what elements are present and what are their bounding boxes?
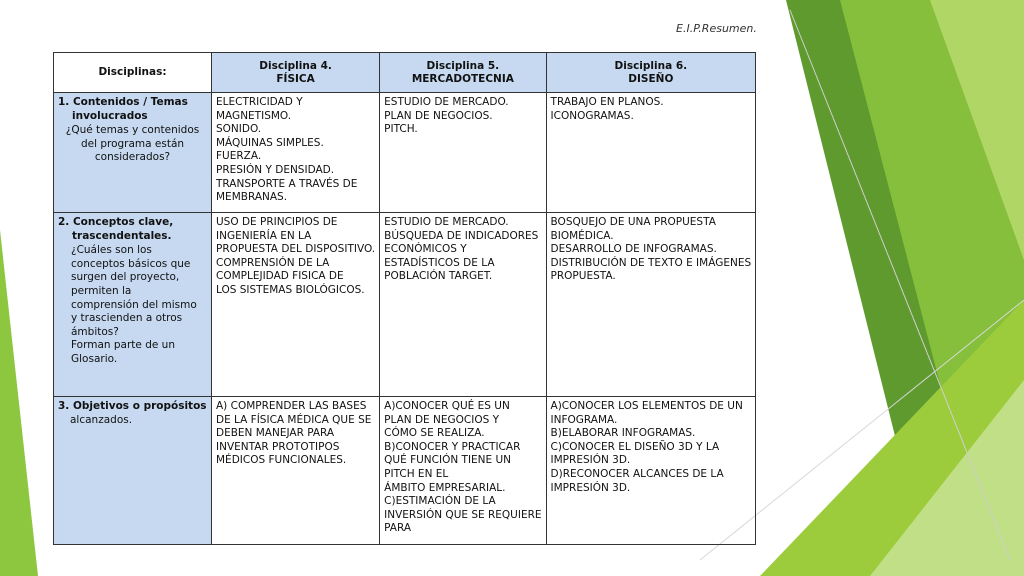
cell-line: LOS SISTEMAS BIOLÓGICOS. [216, 283, 365, 296]
column-header-line2: FÍSICA [276, 72, 315, 85]
cell-line: MAGNETISMO. [216, 109, 292, 122]
cell-line: BOSQUEJO DE UNA PROPUESTA [550, 216, 716, 228]
cell-line: MEMBRANAS. [216, 191, 288, 204]
row-header-contenidos [54, 93, 212, 213]
row-title-line1: 3. Objetivos o propósitos [58, 400, 207, 412]
row-desc-line: ámbitos? [71, 325, 119, 338]
cell-line: ESTUDIO DE MERCADO. [384, 216, 509, 228]
row-desc-line: comprensión del mismo [71, 298, 197, 311]
cell-objetivos-mercadotecnia [380, 397, 546, 545]
cell-conceptos-mercadotecnia [380, 213, 546, 397]
cell-line: INGENIERÍA EN LA [216, 229, 312, 242]
row-desc-line: del programa están [80, 137, 185, 150]
cell-line: USO DE PRINCIPIOS DE [216, 216, 338, 228]
row-desc-line: ¿Cuáles son los [71, 244, 152, 257]
cell-line: CÓMO SE REALIZA. [384, 427, 485, 440]
cell-line: BÚSQUEDA DE INDICADORES [384, 229, 539, 242]
cell-line: PARA [384, 522, 412, 535]
cell-objetivos-fisica [212, 397, 380, 545]
row-desc-line: conceptos básicos que [71, 257, 191, 270]
cell-line: C)ESTIMACIÓN DE LA [384, 495, 496, 508]
cell-line: B)CONOCER Y PRACTICAR [384, 440, 521, 453]
row-title-line1: 1. Contenidos / Temas [58, 96, 188, 108]
cell-line: MÁQUINAS SIMPLES. [216, 136, 324, 149]
column-header-line2: MERCADOTECNIA [411, 72, 514, 85]
cell-line: DEBEN MANEJAR PARA [216, 427, 335, 440]
cell-line: COMPRENSIÓN DE LA [216, 256, 330, 269]
cell-line: IMPRESIÓN 3D. [550, 454, 631, 467]
row-title [58, 216, 207, 243]
column-header-mercadotecnia [380, 53, 546, 93]
column-header-fisica [212, 53, 380, 93]
cell-line: INFOGRAMA. [550, 413, 618, 426]
cell-line: A)CONOCER LOS ELEMENTOS DE UN [550, 400, 743, 412]
column-header-line1: Disciplina 6. [614, 59, 688, 72]
cell-line: PITCH EN EL [384, 467, 449, 480]
cell-line: BIOMÉDICA. [550, 229, 614, 242]
cell-line: ESTADÍSTICOS DE LA [384, 256, 495, 269]
cell-line: COMPLEJIDAD FISICA DE [216, 270, 344, 283]
cell-line: MÉDICOS FUNCIONALES. [216, 454, 347, 467]
row-desc-line: permiten la [71, 284, 132, 297]
row-description [58, 124, 207, 165]
row-title-line2: alcanzados. [70, 413, 133, 426]
table-row-objetivos [54, 397, 756, 545]
cell-line: PROPUESTA DEL DISPOSITIVO. [216, 243, 376, 256]
table-row-contenidos [54, 93, 756, 213]
cell-line: ICONOGRAMAS. [550, 109, 634, 122]
cell-line: ELECTRICIDAD Y [216, 96, 303, 108]
cell-line: QUÉ FUNCIÓN TIENE UN [384, 454, 512, 467]
cell-line: PITCH. [384, 123, 418, 136]
row-title-line2: trascendentales. [72, 229, 172, 242]
disciplines-table [53, 52, 756, 545]
cell-line: POBLACIÓN TARGET. [384, 270, 493, 283]
cell-line: TRANSPORTE A TRAVÉS DE [216, 177, 358, 190]
cell-line: ESTUDIO DE MERCADO. [384, 96, 509, 108]
table-header-row [54, 53, 756, 93]
column-header-diseno [546, 53, 756, 93]
cell-line: IMPRESIÓN 3D. [550, 481, 631, 494]
cell-contenidos-fisica [212, 93, 380, 213]
row-title [58, 96, 207, 123]
cell-conceptos-fisica [212, 213, 380, 397]
row-header-objetivos [54, 397, 212, 545]
cell-objetivos-diseno [546, 397, 756, 545]
cell-line: FUERZA. [216, 150, 262, 163]
cell-line: DISTRIBUCIÓN DE TEXTO E IMÁGENES [550, 256, 752, 269]
row-title-line1: 2. Conceptos clave, [58, 216, 174, 228]
cell-contenidos-mercadotecnia [380, 93, 546, 213]
cell-line: PLAN DE NEGOCIOS. [384, 109, 493, 122]
cell-line: D)RECONOCER ALCANCES DE LA [550, 467, 724, 480]
cell-line: A) COMPRENDER LAS BASES [216, 400, 367, 412]
cell-contenidos-diseno [546, 93, 756, 213]
cell-line: PRESIÓN Y DENSIDAD. [216, 163, 335, 176]
cell-conceptos-diseno [546, 213, 756, 397]
row-desc-line: Forman parte de un [71, 339, 175, 352]
corner-header: Disciplinas: [54, 53, 212, 93]
table-row-conceptos [54, 213, 756, 397]
cell-line: DE LA FÍSICA MÉDICA QUE SE [216, 413, 372, 426]
cell-line: SONIDO. [216, 123, 262, 136]
column-header-line1: Disciplina 4. [259, 59, 332, 72]
column-header-line2: DISEÑO [628, 72, 674, 85]
cell-line: B)ELABORAR INFOGRAMAS. [550, 427, 696, 440]
row-title [58, 400, 207, 414]
cell-line: ECONÓMICOS Y [384, 243, 467, 256]
row-header-conceptos [54, 213, 212, 397]
cell-line: PROPUESTA. [550, 270, 616, 283]
column-header-line1: Disciplina 5. [426, 59, 500, 72]
row-desc-line: Glosario. [71, 352, 118, 365]
cell-line: TRABAJO EN PLANOS. [550, 96, 664, 108]
cell-line: PLAN DE NEGOCIOS Y [384, 413, 499, 426]
header-note: E.I.P.Resumen. [676, 22, 757, 35]
cell-line: INVERSIÓN QUE SE REQUIERE [384, 508, 542, 521]
row-desc-line: y trascienden a otros [71, 312, 183, 325]
row-desc-line: ¿Qué temas y contenidos [65, 124, 200, 137]
row-description [58, 244, 207, 366]
cell-line: INVENTAR PROTOTIPOS [216, 440, 340, 453]
cell-line: C)CONOCER EL DISEÑO 3D Y LA [550, 440, 720, 453]
row-desc-line: considerados? [94, 151, 171, 164]
cell-line: A)CONOCER QUÉ ES UN [384, 400, 510, 412]
cell-line: ÁMBITO EMPRESARIAL. [384, 481, 506, 494]
row-title-line2: involucrados [72, 109, 148, 122]
row-desc-line: surgen del proyecto, [71, 271, 180, 284]
cell-line: DESARROLLO DE INFOGRAMAS. [550, 243, 717, 256]
